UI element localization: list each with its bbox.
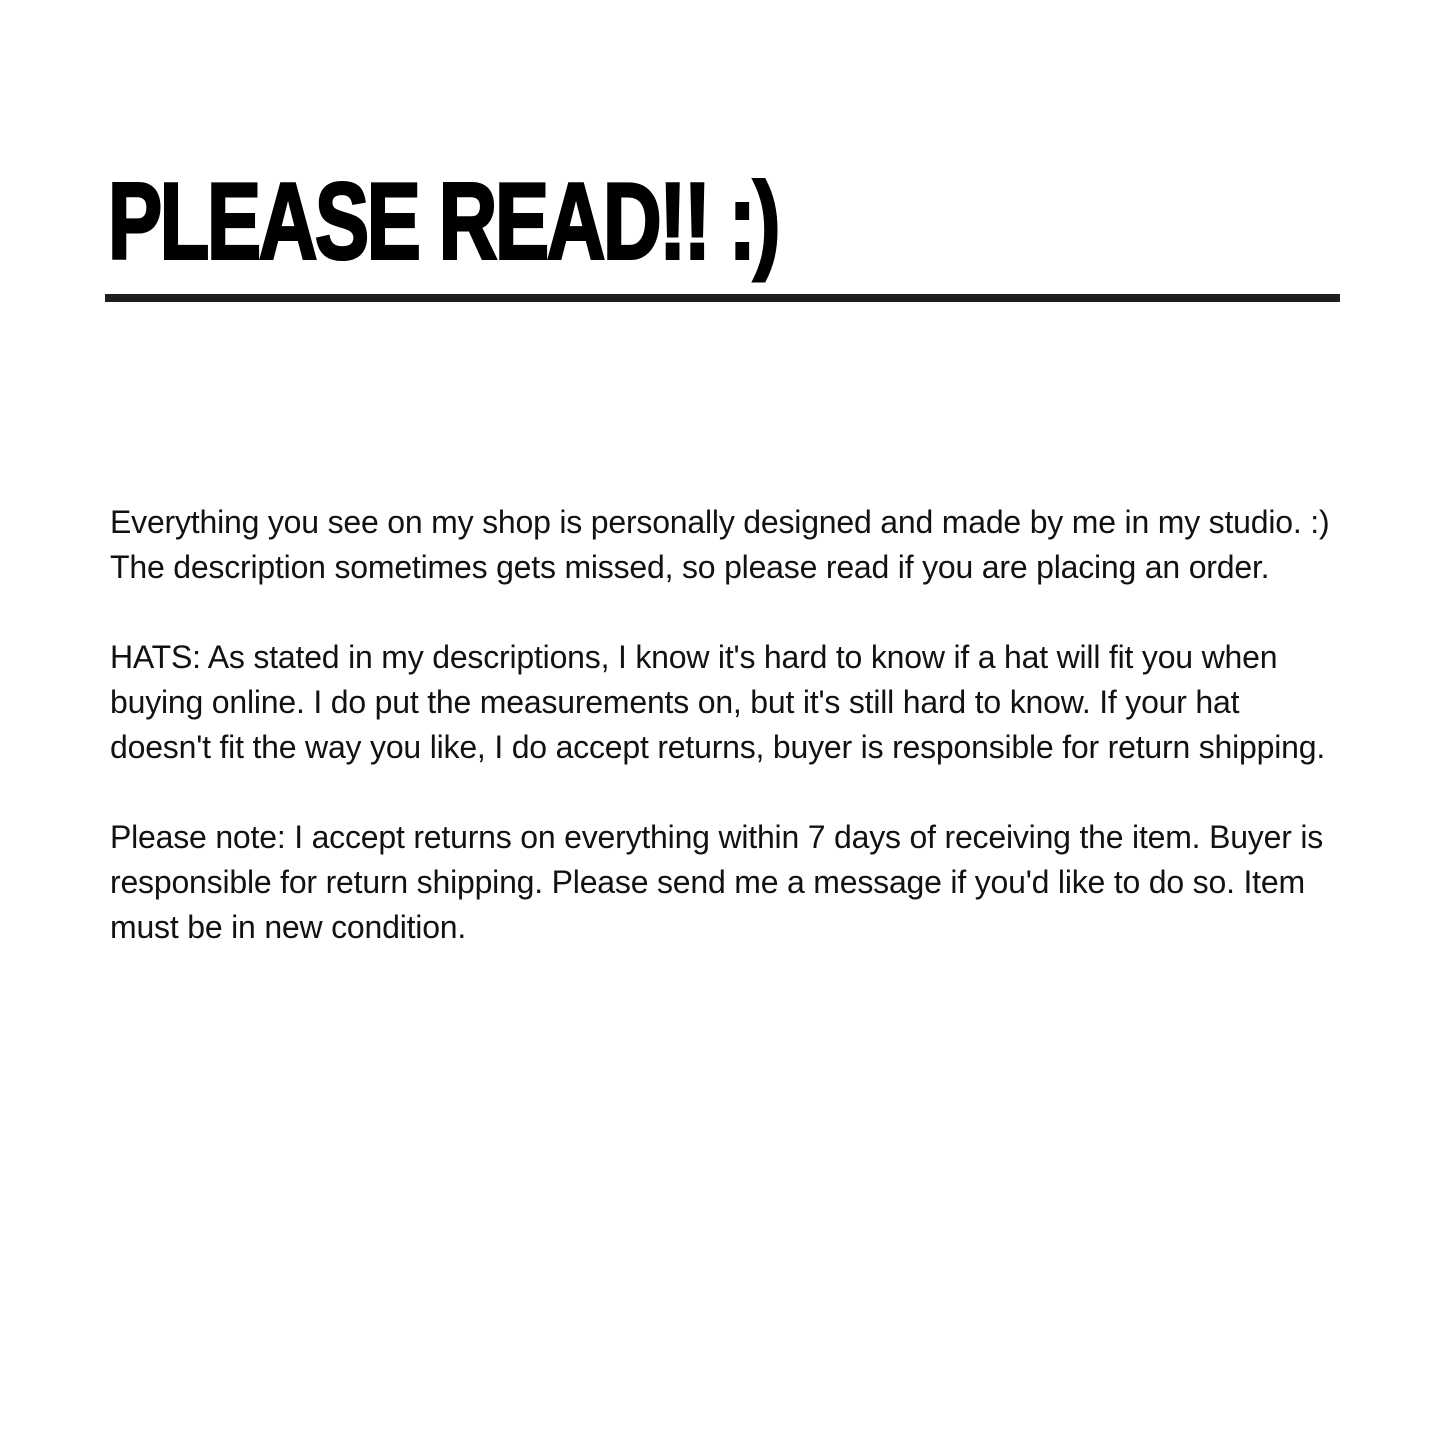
policy-text bbox=[110, 500, 1338, 950]
policy-notice bbox=[108, 0, 1340, 1445]
title-underline-rule bbox=[105, 294, 1340, 302]
policy-paragraph-returns: Please note: I accept returns on everything within 7 days of receiving the item. Buyer is responsible for return shipping. Please send me a message if you'd like to do so. Item must be in new condition. bbox=[110, 819, 1324, 945]
policy-paragraph-hats: HATS: As stated in my descriptions, I know it's hard to know if a hat will fit you when buying online. I do put the measurements on, but it's still hard to know. If your hat doesn't fit the way you like, I do accept returns, buyer is responsible for return shipping. bbox=[110, 639, 1326, 765]
page-title: PLEASE READ!! :) bbox=[108, 161, 779, 283]
policy-paragraph-intro: Everything you see on my shop is personally designed and made by me in my studio. :) The description sometimes gets missed, so please read if you are placing an order. bbox=[110, 504, 1330, 585]
